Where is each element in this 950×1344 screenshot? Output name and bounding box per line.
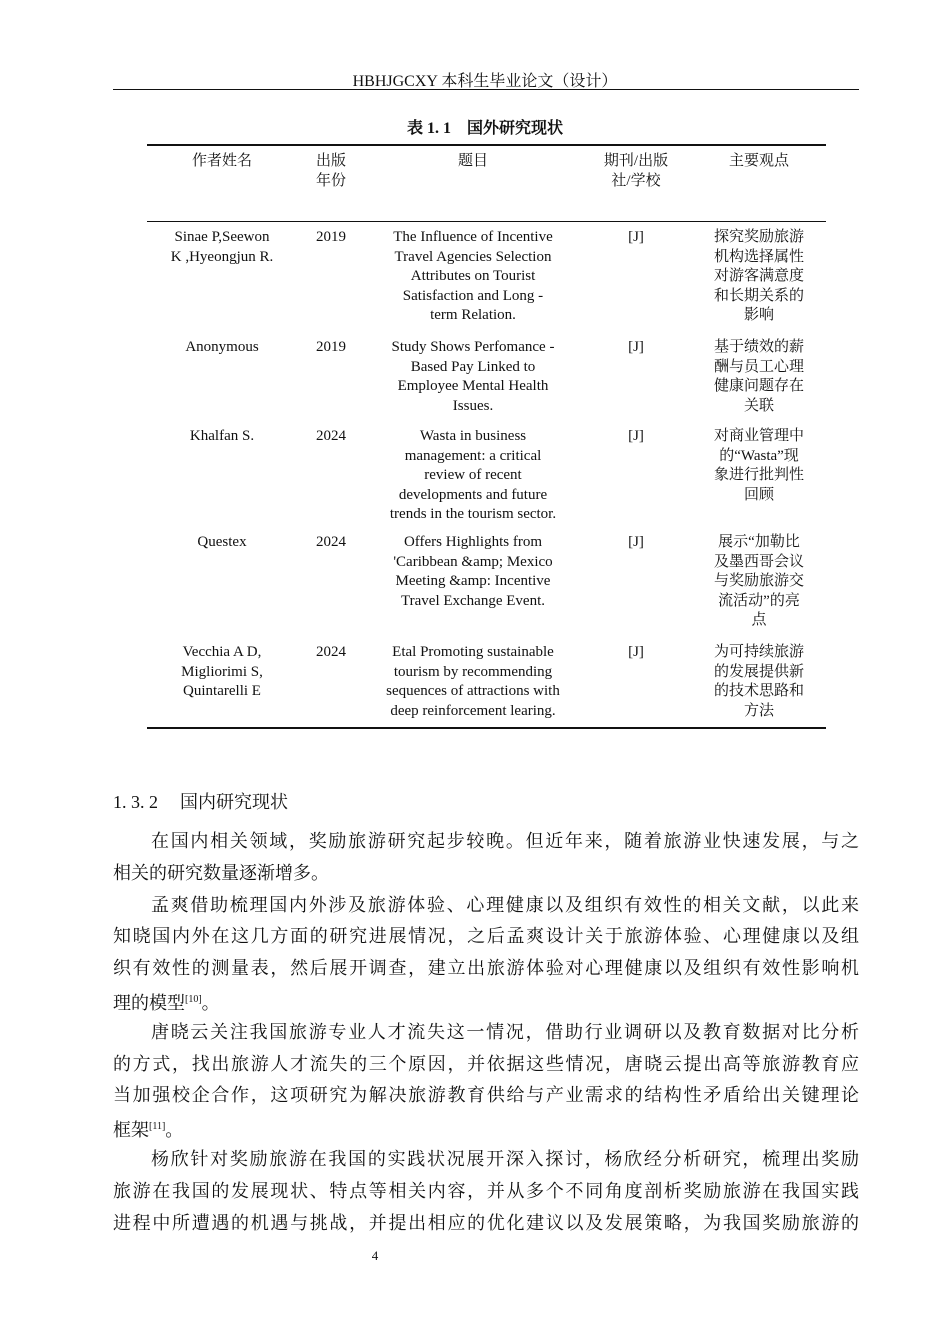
- line-text: 当加强校企合作，这项研究为解决旅游教育供给与产业需求的结构性矛盾给出关键理论: [113, 1085, 859, 1106]
- paragraph-line: [151, 1016, 859, 1048]
- citation: [10]: [185, 994, 202, 1005]
- table-header-author: 作者姓名: [191, 153, 252, 169]
- paragraph-line: [151, 889, 859, 921]
- table-row: [0, 228, 950, 323]
- table-row-viewpoint: 为可持续旅游 的发展提供新 的技术思路和 方法: [713, 644, 804, 719]
- citation: [11]: [149, 1121, 166, 1133]
- table-row: [0, 533, 950, 628]
- table-row-year: 2024: [316, 644, 346, 660]
- section-title: 国内研究现状: [180, 792, 288, 812]
- paragraph-line: [113, 952, 859, 984]
- table-row-title: Wasta in business management: a critical review of recent developments and future trends in the tourism sector.: [389, 428, 557, 522]
- table-header-viewpoint: 主要观点: [728, 153, 789, 169]
- section-heading: [113, 788, 310, 814]
- line-text: 理的模型: [113, 993, 185, 1013]
- line-text: 知晓国内外在这几方面的研究进展情况，之后孟爽设计关于旅游体验、心理健康以及组: [113, 926, 859, 947]
- table-row: [0, 427, 950, 522]
- paragraph-line: [113, 857, 859, 889]
- table-row-viewpoint: 展示“加勒比 及墨西哥会议 与奖励旅游交 流活动”的亮 点: [713, 534, 804, 628]
- line-text: 相关的研究数量逐渐增多。: [113, 862, 329, 883]
- table-row-journal: [J]: [628, 428, 644, 444]
- table-row-title: The Influence of Incentive Travel Agencies Selection Attributes on Tourist Satisfaction and Long - term Relation.: [393, 229, 553, 323]
- table-row-journal: [J]: [628, 229, 644, 245]
- table-caption: 表 1. 1 国外研究现状: [406, 120, 563, 137]
- table-header: [0, 152, 950, 189]
- running-header: HBHJGCXY 本科生毕业论文（设计）: [352, 73, 618, 90]
- line-text: 唐晓云关注我国旅游专业人才流失这一情况，借助行业调研以及教育数据对比分析: [151, 1021, 859, 1042]
- paragraph-line: [113, 984, 859, 1016]
- line-text: 孟爽借助梳理国内外涉及旅游体验、心理健康以及组织有效性的相关文献，以此来: [151, 894, 859, 915]
- page-number: 4: [371, 1248, 379, 1263]
- line-text: 杨欣针对奖励旅游在我国的实践状况展开深入探讨，杨欣经分析研究，梳理出奖励: [151, 1149, 859, 1169]
- paragraph-line: [113, 1079, 859, 1111]
- table-row-year: 2024: [316, 534, 346, 550]
- table-header-title: 题目: [457, 153, 488, 169]
- paragraph-line: [151, 825, 859, 857]
- table-row-author: Sinae P,Seewon K ,Hyeongjun R.: [170, 229, 274, 265]
- paragraph-line: [151, 1143, 859, 1175]
- line-text: 旅游在我国的发展现状、特点等相关内容，并从多个不同角度剖析奖励旅游在我国实践: [113, 1180, 859, 1201]
- table-row-author: Anonymous: [185, 339, 259, 355]
- line-end: 。: [201, 993, 220, 1013]
- line-end: 。: [165, 1120, 184, 1141]
- section-number: 1. 3. 2: [113, 792, 158, 812]
- line-text: 织有效性的测量表，然后展开调查，建立出旅游体验对心理健康以及组织有效性影响机: [113, 958, 859, 979]
- line-text: 的方式，找出旅游人才流失的三个原因，并依据这些情况，唐晓云提出高等旅游教育应: [113, 1053, 859, 1074]
- table-row-viewpoint: 基于绩效的薪 酬与员工心理 健康问题存在 关联: [713, 339, 804, 414]
- line-text: 框架: [113, 1120, 149, 1141]
- paragraph-line: [113, 1207, 859, 1239]
- paragraph-line: [113, 920, 859, 952]
- paragraph-line: [113, 1175, 859, 1207]
- table-bottom-rule: [147, 727, 826, 729]
- table-top-rule: [147, 144, 826, 146]
- table-row: [0, 338, 950, 414]
- table-row: [0, 643, 950, 719]
- table-row-year: 2019: [316, 339, 346, 355]
- table-header-journal: 期刊/出版 社/学校: [603, 153, 669, 189]
- table-row-author: Vecchia A D, Migliorimi S, Quintarelli E: [181, 644, 263, 699]
- table-row-journal: [J]: [628, 644, 644, 660]
- table-row-author: Questex: [197, 534, 247, 550]
- header-rule: [113, 89, 859, 90]
- table-header-rule: [147, 221, 826, 222]
- line-text: 进程中所遭遇的机遇与挑战，并提出相应的优化建议以及发展策略，为我国奖励旅游的: [113, 1212, 859, 1233]
- table-row-title: Etal Promoting sustainable tourism by recommending sequences of attractions with deep reinforcement learing.: [386, 644, 560, 719]
- table-header-year: 出版 年份: [315, 153, 346, 189]
- paragraph-line: [113, 1048, 859, 1080]
- table-row-year: 2019: [316, 229, 346, 245]
- line-text: 在国内相关领域，奖励旅游研究起步较晚。但近年来，随着旅游业快速发展，与之: [151, 831, 859, 851]
- table-row-viewpoint: 对商业管理中 的“Wasta”现 象进行批判性 回顾: [713, 428, 804, 503]
- table-row-title: Study Shows Perfomance - Based Pay Linked to Employee Mental Health Issues.: [391, 339, 555, 414]
- table-row-author: Khalfan S.: [189, 428, 255, 444]
- paragraph-line: [113, 1111, 859, 1143]
- table-row-year: 2024: [316, 428, 346, 444]
- table-row-journal: [J]: [628, 534, 644, 550]
- table-row-title: Offers Highlights from 'Caribbean &amp; Mexico Meeting &amp: Incentive Travel Exchange Event.: [393, 534, 553, 609]
- table-row-viewpoint: 探究奖励旅游 机构选择属性 对游客满意度 和长期关系的 影响: [713, 229, 804, 323]
- table-row-journal: [J]: [628, 339, 644, 355]
